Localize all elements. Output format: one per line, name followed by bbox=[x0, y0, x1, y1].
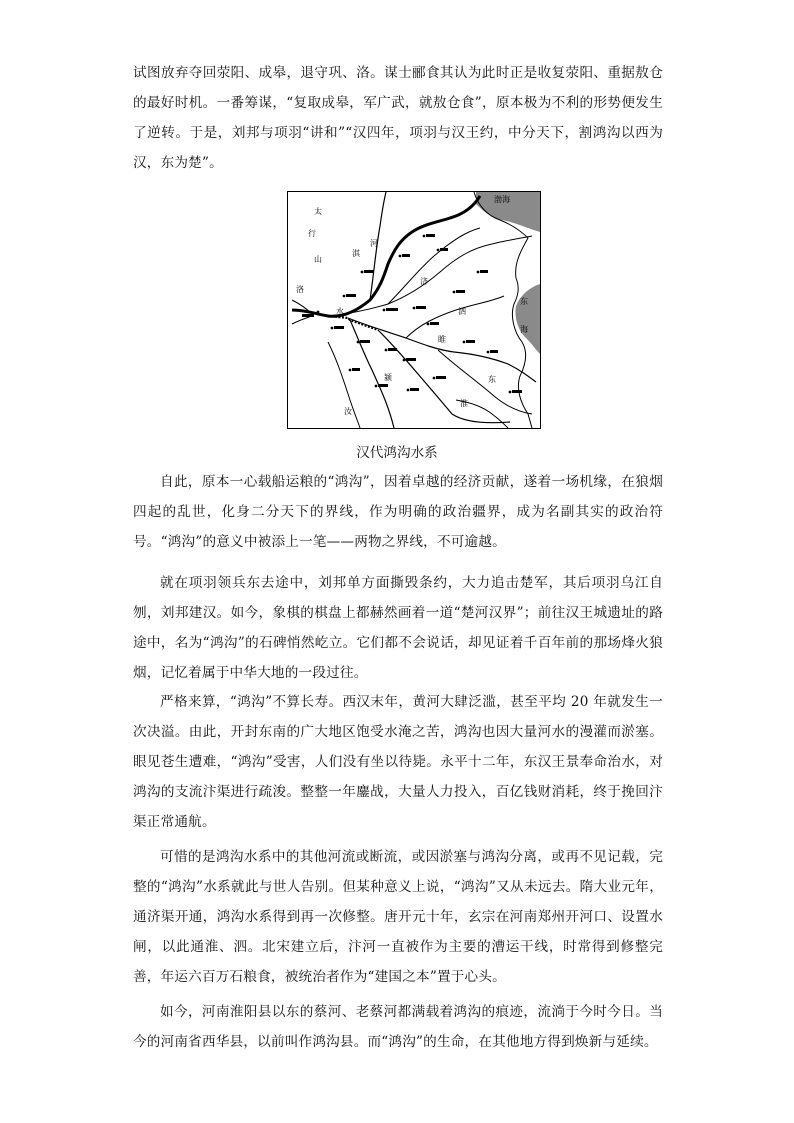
label-he: 河 bbox=[370, 239, 378, 248]
label-si: 泗 bbox=[458, 307, 466, 316]
paragraph-1: 试图放弃夺回荥阳、成皋，退守巩、洛。谋士郦食其认为此时正是收复荥阳、重据敖仓的最好时机。一番筹谋，“复取成皋，军广武，就敖仓食”，原本极为不利的形势便发生了逆转。于是，刘邦与项羽“讲和”“汉四年，项羽与汉王约，中分天下，割鸿沟以西为汉，东为楚”。 bbox=[133, 65, 663, 171]
paragraph-3: 就在项羽领兵东去途中，刘邦单方面撕毁条约，大力追击楚军，其后项羽乌江自刎，刘邦建汉。如今，象棋的棋盘上都赫然画着一道“楚河汉界”；前往汉王城遗址的路途中，名为“鸿沟”的石碑悄然屹立。它们都不会说话，却见证着千百年前的那场烽火狼烟，记忆着属于中华大地的一段过往。 bbox=[133, 575, 663, 681]
small-place-names bbox=[302, 234, 522, 393]
hongou-water-system-map bbox=[288, 192, 540, 428]
paragraph-2: 自此，原本一心载船运粮的“鸿沟”，因着卓越的经济贡献，遂着一场机缘，在狼烟四起的乱世，化身二分天下的界线，作为明确的政治疆界，成为名副其实的政治符号。“鸿沟”的意义中被添上一笔——两物之界线，不可逾越。 bbox=[133, 474, 663, 550]
paragraph-5: 可惜的是鸿沟水系中的其他河流或断流，或因淤塞与鸿沟分离，或再不见记载，完整的“鸿沟”水系就此与世人告别。但某种意义上说，“鸿沟”又从未远去。隋大业元年，通济渠开通，鸿沟水系得到再一次修整。唐开元十年，玄宗在河南郑州开河口、设置水闸，以此通淮、泗。北宋建立后，汴河一直被作为主要的漕运干线，时常得到修整完善，年运六百万石粮食，被统治者作为“建国之本”置于心头。 bbox=[133, 849, 663, 985]
paragraph-6: 如今，河南淮阳县以东的蔡河、老蔡河都满载着鸿沟的痕迹，流淌于今时今日。当今的河南省西华县，以前叫作鸿沟县。而“鸿沟”的生命，在其他地方得到焕新与延续。 bbox=[133, 1004, 663, 1050]
label-bohai: 渤海 bbox=[494, 195, 510, 204]
label-shui: 水 bbox=[336, 307, 344, 316]
east-sea-area bbox=[515, 284, 540, 354]
label-huai: 淮 bbox=[460, 399, 468, 408]
paragraph-4: 严格来算，“鸿沟”不算长寿。西汉末年，黄河大肆泛滥，甚至平均 20 年就发生一次决溢。由此，开封东南的广大地区饱受水淹之苦，鸿沟也因大量河水的漫灌而淤塞。眼见苍生遭难，“鸿沟”受害，人们没有坐以待毙。永平十二年，东汉王景奉命治水，对鸿沟的支流汴渠进行疏浚。整整一年鏖战，大量人力投入，百亿钱财消耗，终于挽回汴渠正常通航。 bbox=[133, 694, 663, 830]
map-figure bbox=[287, 191, 541, 429]
river-ji bbox=[328, 236, 532, 316]
label-ying: 颍 bbox=[384, 373, 392, 382]
river-sui bbox=[348, 318, 536, 382]
figure-caption: 汉代鸿沟水系 bbox=[356, 445, 438, 461]
label-dong: 东 bbox=[488, 375, 496, 384]
label-donghai-1: 东 bbox=[520, 297, 528, 306]
label-ji: 济 bbox=[420, 277, 428, 286]
river-si bbox=[406, 296, 504, 338]
label-taihang-1: 太 bbox=[314, 207, 322, 216]
label-sui: 睢 bbox=[438, 335, 446, 344]
label-ru: 汝 bbox=[344, 407, 352, 416]
label-taihang-3: 山 bbox=[314, 255, 322, 264]
label-taihang-2: 行 bbox=[308, 229, 316, 238]
label-luo: 洛 bbox=[296, 285, 304, 294]
label-donghai-2: 海 bbox=[520, 325, 528, 334]
label-qi: 淇 bbox=[352, 249, 360, 258]
river-huai bbox=[438, 350, 532, 414]
